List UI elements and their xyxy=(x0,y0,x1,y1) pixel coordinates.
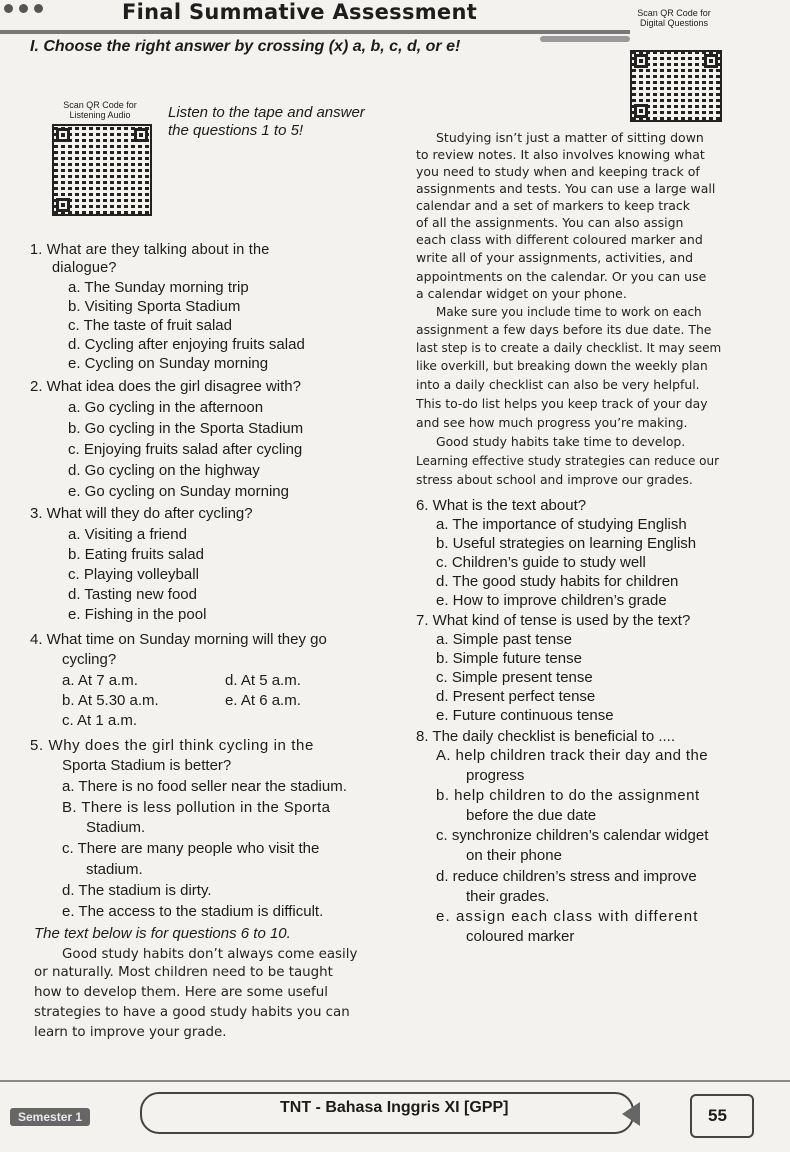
arrow-left-icon xyxy=(622,1102,640,1126)
reading-intro-label: The text below is for questions 6 to 10. xyxy=(34,925,291,942)
q4-option-a[interactable]: a. At 7 a.m. xyxy=(62,672,138,689)
q1-option-b[interactable]: b. Visiting Sporta Stadium xyxy=(68,298,241,315)
q5-option-e[interactable]: e. The access to the stadium is difficult. xyxy=(62,903,324,920)
reading-line-6: of all the assignments. You can also assign xyxy=(416,215,684,230)
q7-option-c[interactable]: c. Simple present tense xyxy=(436,669,593,686)
q5-stem: 5. Why does the girl think cycling in the xyxy=(30,737,314,754)
digital-qr-caption: Scan QR Code for Digital Questions xyxy=(637,8,711,28)
digital-questions-qr-code[interactable] xyxy=(630,50,722,122)
q1-option-d[interactable]: d. Cycling after enjoying fruits salad xyxy=(68,336,305,353)
reading-line-10: a calendar widget on your phone. xyxy=(416,286,627,301)
q7-option-e[interactable]: e. Future continuous tense xyxy=(436,707,614,724)
q4-option-b[interactable]: b. At 5.30 a.m. xyxy=(62,692,159,709)
reading-intro-line-2: or naturally. Most children need to be taught xyxy=(34,965,333,980)
q2-option-b[interactable]: b. Go cycling in the Sporta Stadium xyxy=(68,420,304,437)
q6-option-d[interactable]: d. The good study habits for children xyxy=(436,573,679,590)
q8-option-e-cont: coloured marker xyxy=(466,928,575,945)
listening-qr-caption: Scan QR Code for Listening Audio xyxy=(63,100,137,120)
q4-option-e[interactable]: e. At 6 a.m. xyxy=(225,692,301,709)
reading-line-17: and see how much progress you’re making. xyxy=(416,415,688,430)
q3-option-c[interactable]: c. Playing volleyball xyxy=(68,566,199,583)
q8-option-d[interactable]: d. reduce children’s stress and improve xyxy=(436,868,697,885)
q2-option-a[interactable]: a. Go cycling in the afternoon xyxy=(68,399,264,416)
q8-option-d-cont: their grades. xyxy=(466,888,550,905)
q8-option-e[interactable]: e. assign each class with different xyxy=(436,908,699,925)
header-divider xyxy=(0,30,630,34)
q8-option-c[interactable]: c. synchronize children’s calendar widget xyxy=(436,827,709,844)
listening-instruction-line-1: Listen to the tape and answer xyxy=(168,104,365,121)
page-number: 55 xyxy=(708,1106,727,1125)
listening-instruction-line-2: the questions 1 to 5! xyxy=(168,122,304,139)
q5-option-b[interactable]: B. There is less pollution in the Sporta xyxy=(62,799,331,816)
q4-stem-cont: cycling? xyxy=(62,651,117,668)
reading-line-18: Good study habits take time to develop. xyxy=(436,434,686,449)
reading-line-19: Learning effective study strategies can reduce our xyxy=(416,454,720,468)
page-title: Final Summative Assessment xyxy=(122,0,478,24)
q8-option-b[interactable]: b. help children to do the assignment xyxy=(436,787,700,804)
q4-option-c[interactable]: c. At 1 a.m. xyxy=(62,712,138,729)
reading-line-20: stress about school and improve our grades. xyxy=(416,472,693,487)
q8-option-a[interactable]: A. help children track their day and the xyxy=(436,747,708,764)
q2-option-e[interactable]: e. Go cycling on Sunday morning xyxy=(68,483,289,500)
q8-option-b-cont: before the due date xyxy=(466,807,597,824)
q2-option-d[interactable]: d. Go cycling on the highway xyxy=(68,462,260,479)
q1-stem: 1. What are they talking about in the xyxy=(30,242,270,258)
reading-intro-line-3: how to develop them. Here are some useful xyxy=(34,985,328,1000)
q8-stem: 8. The daily checklist is beneficial to .... xyxy=(416,728,676,745)
section-heading: I. Choose the right answer by crossing (x) a, b, c, d, or e! xyxy=(30,38,461,55)
q6-option-c[interactable]: c. Children’s guide to study well xyxy=(436,554,646,571)
q3-option-a[interactable]: a. Visiting a friend xyxy=(68,526,187,543)
reading-line-2: to review notes. It also involves knowing what xyxy=(416,147,705,162)
q2-option-c[interactable]: c. Enjoying fruits salad after cycling xyxy=(68,441,303,458)
q7-stem: 7. What kind of tense is used by the text? xyxy=(416,612,691,629)
q5-option-d[interactable]: d. The stadium is dirty. xyxy=(62,882,212,899)
q4-stem: 4. What time on Sunday morning will they go xyxy=(30,631,327,648)
q8-option-c-cont: on their phone xyxy=(466,847,562,864)
reading-intro-line-4: strategies to have a good study habits you can xyxy=(34,1005,350,1020)
reading-line-15: into a daily checklist can also be very helpful. xyxy=(416,377,700,392)
q3-option-e[interactable]: e. Fishing in the pool xyxy=(68,606,207,623)
header-dots xyxy=(4,4,43,13)
header-divider-accent xyxy=(540,36,630,42)
q5-stem-cont: Sporta Stadium is better? xyxy=(62,757,232,774)
q2-stem: 2. What idea does the girl disagree with? xyxy=(30,378,301,395)
q6-option-a[interactable]: a. The importance of studying English xyxy=(436,516,687,533)
q3-stem: 3. What will they do after cycling? xyxy=(30,505,253,522)
footer-divider xyxy=(0,1080,790,1082)
reading-intro-line-5: learn to improve your grade. xyxy=(34,1025,227,1040)
reading-line-16: This to-do list helps you keep track of your day xyxy=(416,396,708,411)
reading-line-3: you need to study when and keeping track of xyxy=(416,164,700,179)
reading-line-9: appointments on the calendar. Or you can use xyxy=(416,269,707,284)
listening-audio-qr-code[interactable] xyxy=(52,124,152,216)
q8-option-a-cont: progress xyxy=(466,767,525,784)
q7-option-b[interactable]: b. Simple future tense xyxy=(436,650,582,667)
q5-option-a[interactable]: a. There is no food seller near the stadium. xyxy=(62,778,347,795)
reading-line-8: write all of your assignments, activities, and xyxy=(416,250,694,265)
reading-line-7: each class with different coloured marker and xyxy=(416,232,703,247)
q4-option-d[interactable]: d. At 5 a.m. xyxy=(225,672,301,689)
semester-badge: Semester 1 xyxy=(10,1108,90,1126)
q7-option-d[interactable]: d. Present perfect tense xyxy=(436,688,596,705)
reading-line-13: last step is to create a daily checklist. It may seem xyxy=(416,341,722,355)
q7-option-a[interactable]: a. Simple past tense xyxy=(436,631,572,648)
q6-option-e[interactable]: e. How to improve children’s grade xyxy=(436,592,667,609)
book-title: TNT - Bahasa Inggris XI [GPP] xyxy=(280,1099,509,1116)
reading-line-1: Studying isn’t just a matter of sitting down xyxy=(436,130,704,145)
q1-stem-cont: dialogue? xyxy=(52,260,117,276)
q1-option-c[interactable]: c. The taste of fruit salad xyxy=(68,317,232,334)
reading-line-5: calendar and a set of markers to keep track xyxy=(416,198,691,213)
reading-line-12: assignment a few days before its due date. The xyxy=(416,322,712,337)
reading-line-11: Make sure you include time to work on each xyxy=(436,305,702,319)
q3-option-d[interactable]: d. Tasting new food xyxy=(68,586,197,603)
reading-line-14: like overkill, but breaking down the weekly plan xyxy=(416,359,708,373)
q1-option-a[interactable]: a. The Sunday morning trip xyxy=(68,279,249,296)
q5-option-c-cont: stadium. xyxy=(86,861,143,878)
q3-option-b[interactable]: b. Eating fruits salad xyxy=(68,546,204,563)
reading-line-4: assignments and tests. You can use a large wall xyxy=(416,181,716,196)
reading-intro-line-1: Good study habits don’t always come easily xyxy=(62,947,358,962)
q6-option-b[interactable]: b. Useful strategies on learning English xyxy=(436,535,697,552)
q5-option-c[interactable]: c. There are many people who visit the xyxy=(62,840,320,857)
q6-stem: 6. What is the text about? xyxy=(416,497,587,514)
q1-option-e[interactable]: e. Cycling on Sunday morning xyxy=(68,355,269,372)
q5-option-b-cont: Stadium. xyxy=(86,819,146,836)
